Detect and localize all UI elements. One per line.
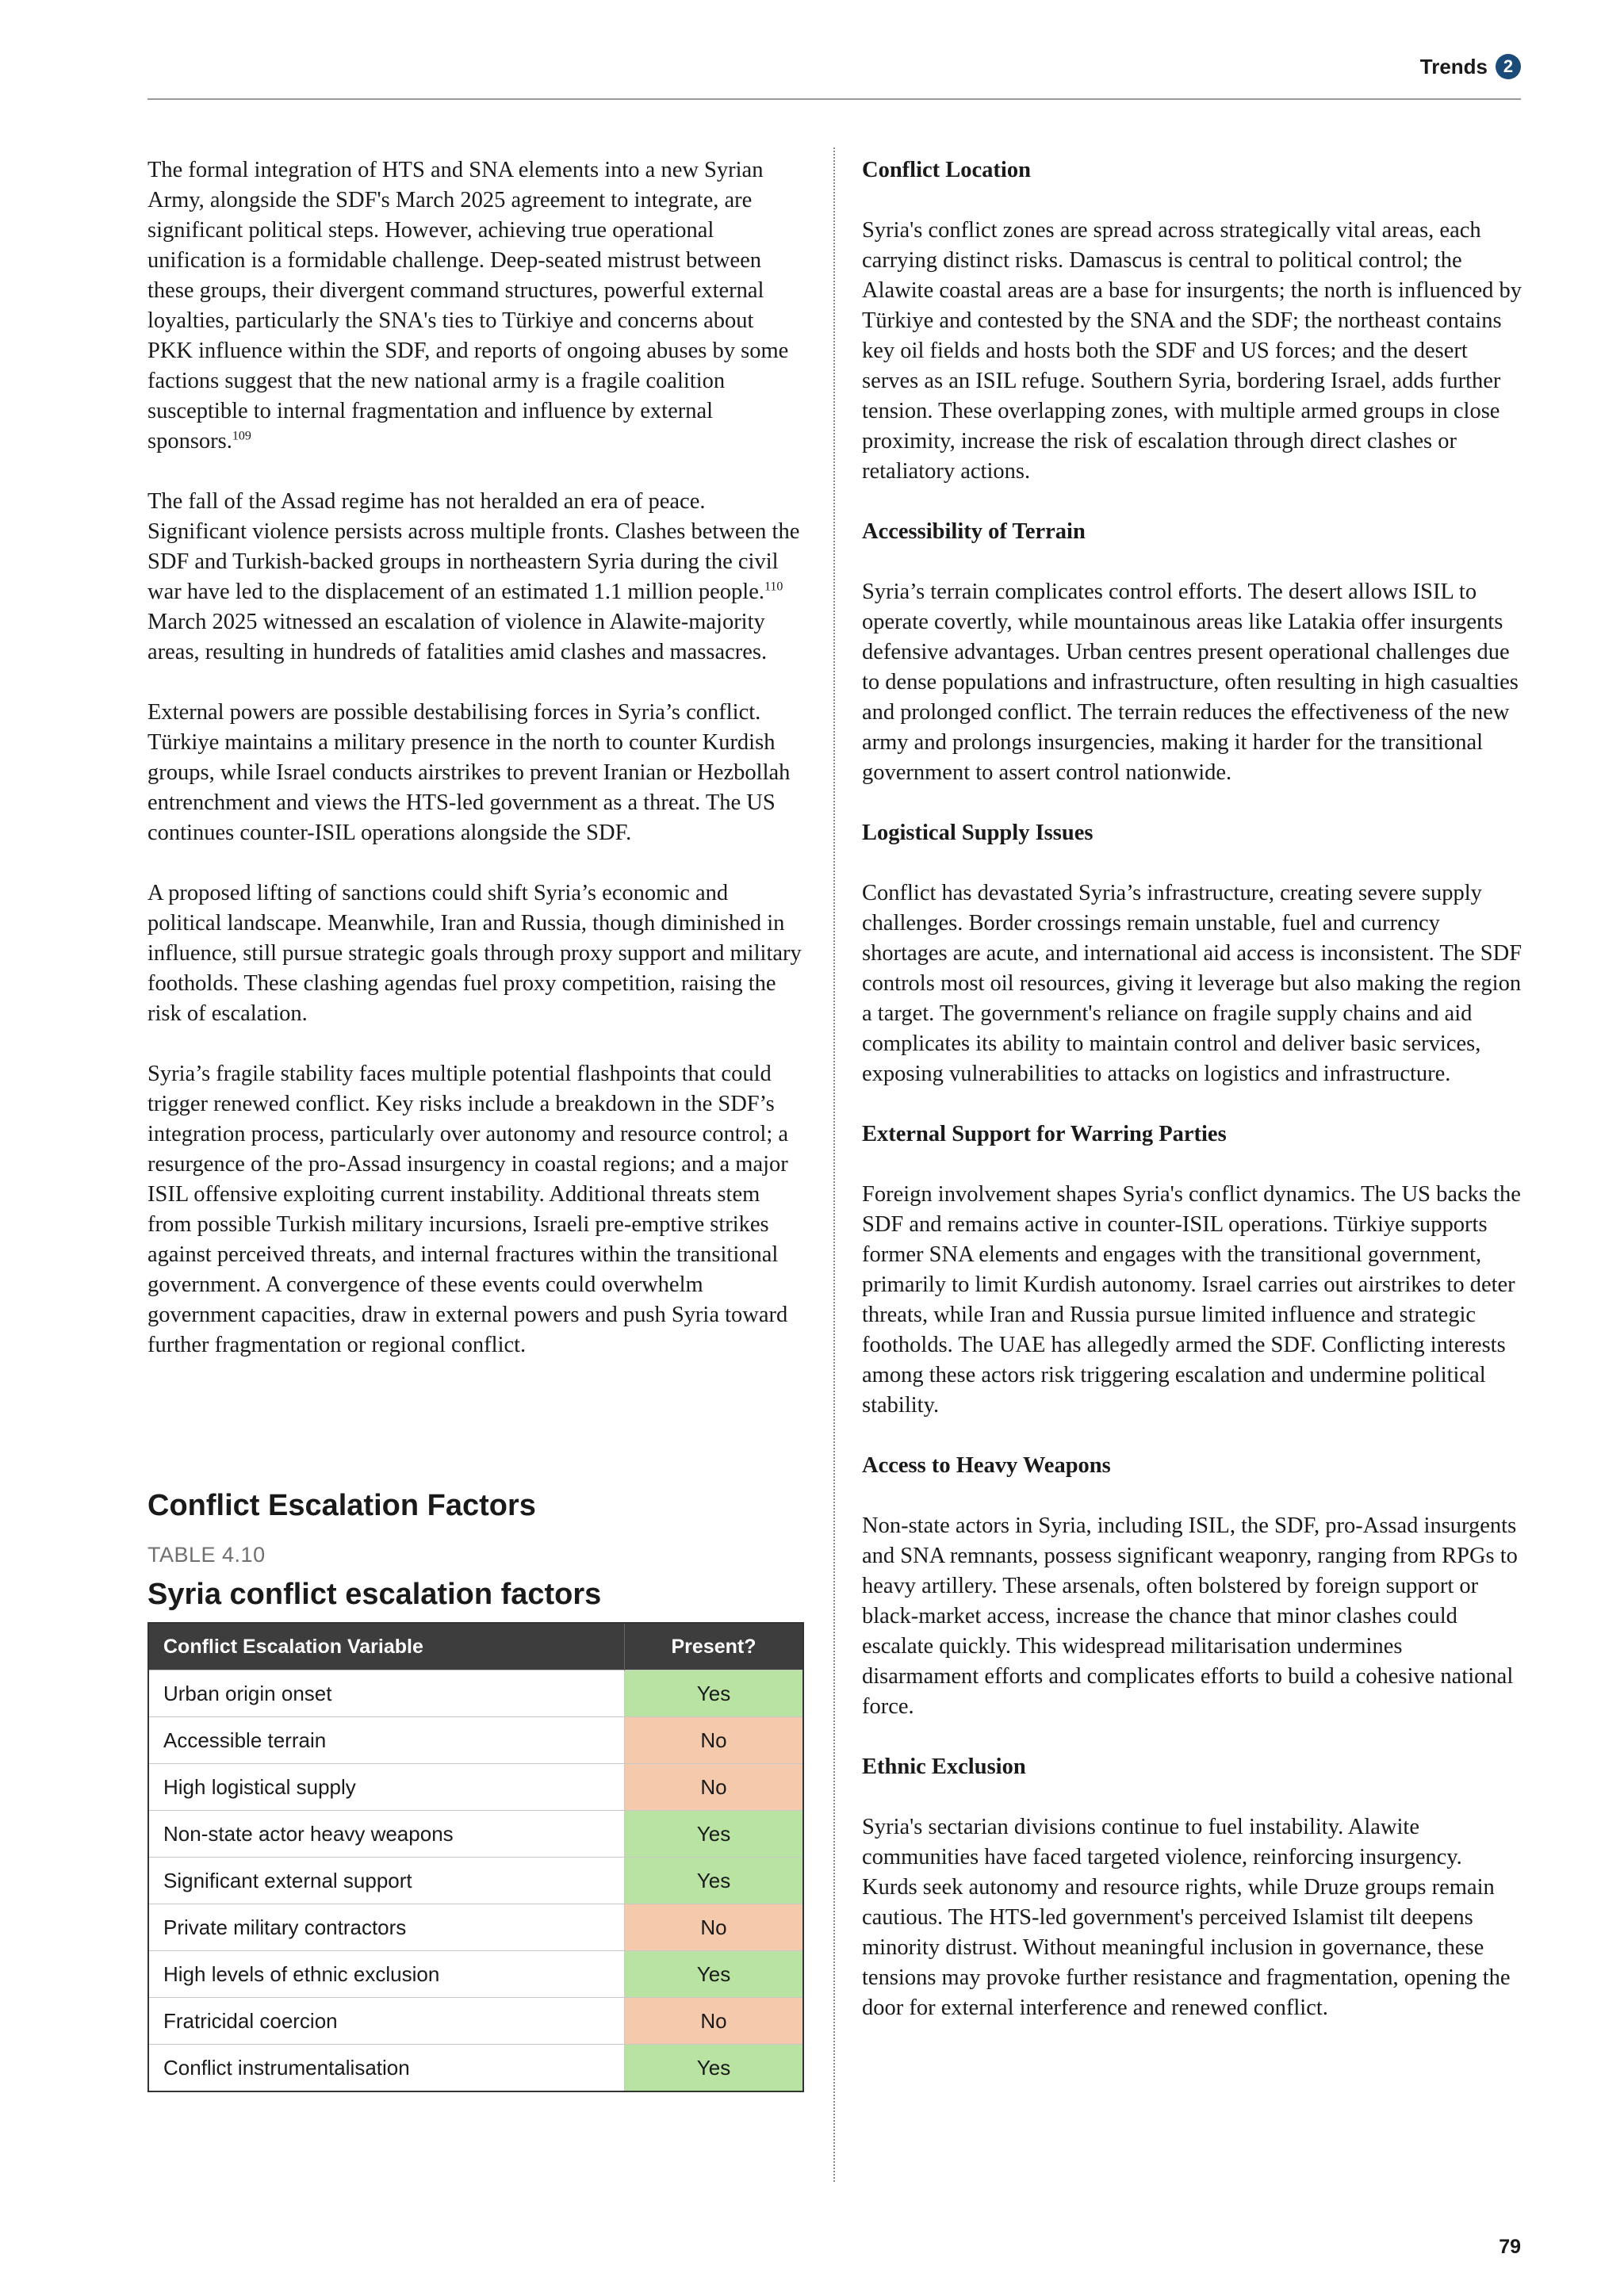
- variable-cell: Conflict instrumentalisation: [148, 2045, 625, 2092]
- table-row: [148, 1764, 803, 1811]
- paragraph: Conflict has devastated Syria’s infrastructure, creating severe supply challenges. Border crossings remain unstable, fuel and currency shortages are acute, and international aid access is inconsistent. The SDF controls most oil resources, giving it leverage but also making the region a target. The government's reliance on fragile supply chains and aid complicates its ability to maintain control and deliver basic services, exposing vulnerabilities to attacks on logistics and infrastructure.: [862, 881, 1522, 1086]
- present-cell: No: [625, 1764, 804, 1811]
- section-title: Conflict Escalation Factors: [147, 1489, 536, 1522]
- table-row: [148, 1998, 803, 2045]
- subheading: Conflict Location: [862, 158, 1031, 182]
- paragraph: [147, 155, 802, 457]
- table-row: [148, 1951, 803, 1998]
- variable-cell: Accessible terrain: [148, 1717, 625, 1764]
- footnote-ref: 110: [764, 580, 783, 594]
- variable-cell: Urban origin onset: [148, 1670, 625, 1717]
- present-cell: Yes: [625, 1951, 804, 1998]
- paragraph: External powers are possible destabilising forces in Syria’s conflict. Türkiye maintains a military presence in the north to counter Kurdish groups, while Israel conducts airstrikes to prevent Iranian or Hezbollah entrenchment and views the HTS-led government as a threat. The US continues counter-ISIL operations alongside the SDF.: [147, 700, 791, 845]
- variable-cell: Fratricidal coercion: [148, 1998, 625, 2045]
- paragraph-text: The fall of the Assad regime has not heralded an era of peace. Significant violence persists across multiple fronts. Clashes between the SDF and Turkish-backed groups in northeastern Syria during the civil war have led to the displacement of an estimated 1.1 million people.: [147, 489, 800, 604]
- variable-cell: Significant external support: [148, 1858, 625, 1904]
- variable-cell: High logistical supply: [148, 1764, 625, 1811]
- subheading: Ethnic Exclusion: [862, 1755, 1026, 1779]
- paragraph-text: March 2025 witnessed an escalation of violence in Alawite-majority areas, resulting in hundreds of fatalities amid clashes and massacres.: [147, 610, 768, 664]
- subheading: Logistical Supply Issues: [862, 821, 1094, 845]
- subheading: Access to Heavy Weapons: [862, 1453, 1111, 1478]
- present-cell: No: [625, 1998, 804, 2045]
- table-row: [148, 1904, 803, 1951]
- column-header-variable: Conflict Escalation Variable: [148, 1623, 625, 1670]
- chapter-badge: 2: [1496, 54, 1521, 79]
- table-header-row: [148, 1623, 803, 1670]
- table-row: [148, 2045, 803, 2092]
- paragraph: Syria’s fragile stability faces multiple potential flashpoints that could trigger renewed conflict. Key risks include a breakdown in the SDF’s integration process, particularly over autonomy and resource control; a resurgence of the pro-Assad insurgency in coastal regions; and a major ISIL offensive exploiting current instability. Additional threats stem from possible Turkish military incursions, Israeli pre-emptive strikes against perceived threats, and internal fractures within the transitional government. A convergence of these events could overwhelm government capacities, draw in external powers and push Syria toward further fragmentation or regional conflict.: [147, 1062, 789, 1357]
- paragraph-text: The formal integration of HTS and SNA elements into a new Syrian Army, alongside the SDF's March 2025 agreement to integrate, are significant political steps. However, achieving true operational unification is a formidable challenge. Deep-seated mistrust between these groups, their divergent command structures, powerful external loyalties, particularly the SNA's ties to Türkiye and concerns about PKK influence within the SDF, and reports of ongoing abuses by some factions suggest that the new national army is a fragile coalition susceptible to internal fragmentation and influence by external sponsors.: [147, 158, 789, 453]
- present-cell: Yes: [625, 1858, 804, 1904]
- footnote-ref: 109: [232, 429, 251, 443]
- paragraph: Syria’s terrain complicates control efforts. The desert allows ISIL to operate covertly, while mountainous areas like Latakia offer insurgents defensive advantages. Urban centres present operational challenges due to dense populations and infrastructure, often resulting in high casualties and prolonged conflict. The terrain reduces the effectiveness of the new army and prolongs insurgencies, making it harder for the transitional government to assert control nationwide.: [862, 580, 1519, 785]
- present-cell: No: [625, 1904, 804, 1951]
- paragraph: Non-state actors in Syria, including ISIL, the SDF, pro-Assad insurgents and SNA remnants, possess significant weaponry, ranging from RPGs to heavy artillery. These arsenals, often bolstered by foreign support or black-market access, increase the chance that minor clashes could escalate quickly. This widespread militarisation undermines disarmament efforts and complicates efforts to build a cohesive national force.: [862, 1513, 1518, 1719]
- table-row: [148, 1670, 803, 1717]
- table-label: TABLE 4.10: [147, 1543, 266, 1567]
- table-row: [148, 1717, 803, 1764]
- table-row: [148, 1858, 803, 1904]
- variable-cell: High levels of ethnic exclusion: [148, 1951, 625, 1998]
- right-column: [862, 155, 1522, 2053]
- present-cell: Yes: [625, 2045, 804, 2092]
- paragraph: Syria's conflict zones are spread across strategically vital areas, each carrying distinct risks. Damascus is central to political control; the Alawite coastal areas are a base for insurgents; the north is influenced by Türkiye and contested by the SNA and the SDF; the northeast contains key oil fields and hosts both the SDF and US forces; and the desert serves as an ISIL refuge. Southern Syria, bordering Israel, adds further tension. These overlapping zones, with multiple armed groups in close proximity, increase the risk of escalation through direct clashes or retaliatory actions.: [862, 218, 1522, 484]
- left-column: [147, 155, 802, 1391]
- page-number: 79: [1499, 2236, 1521, 2258]
- escalation-factors-table: [147, 1622, 804, 2092]
- subheading: External Support for Warring Parties: [862, 1122, 1227, 1146]
- variable-cell: Private military contractors: [148, 1904, 625, 1951]
- paragraph: Foreign involvement shapes Syria's conflict dynamics. The US backs the SDF and remains active in counter-ISIL operations. Türkiye supports former SNA elements and engages with the transitional government, primarily to limit Kurdish autonomy. Israel carries out airstrikes to deter threats, while Iran and Russia pursue limited influence and strategic footholds. The UAE has allegedly armed the SDF. Conflicting interests among these actors risk triggering escalation and undermine political stability.: [862, 1182, 1521, 1418]
- paragraph: [147, 487, 802, 668]
- present-cell: Yes: [625, 1670, 804, 1717]
- subheading: Accessibility of Terrain: [862, 519, 1086, 544]
- present-cell: No: [625, 1717, 804, 1764]
- header-label: Trends: [1419, 54, 1488, 78]
- table-title: Syria conflict escalation factors: [147, 1578, 602, 1611]
- running-header: [1420, 54, 1521, 79]
- variable-cell: Non-state actor heavy weapons: [148, 1811, 625, 1858]
- paragraph: Syria's sectarian divisions continue to fuel instability. Alawite communities have faced targeted violence, reinforcing insurgency. Kurds seek autonomy and resource rights, while Druze groups remain cautious. The HTS-led government's perceived Islamist tilt deepens minority distrust. Without meaningful inclusion in governance, these tensions may provoke further resistance and fragmentation, opening the door for external interference and renewed conflict.: [862, 1815, 1511, 2020]
- column-header-present: Present?: [625, 1623, 804, 1670]
- table-row: [148, 1811, 803, 1858]
- paragraph: A proposed lifting of sanctions could shift Syria’s economic and political landscape. Meanwhile, Iran and Russia, though diminished in influence, still pursue strategic goals through proxy support and military footholds. These clashing agendas fuel proxy competition, raising the risk of escalation.: [147, 881, 802, 1026]
- column-divider: [833, 147, 835, 2182]
- present-cell: Yes: [625, 1811, 804, 1858]
- page-header: [147, 48, 1521, 100]
